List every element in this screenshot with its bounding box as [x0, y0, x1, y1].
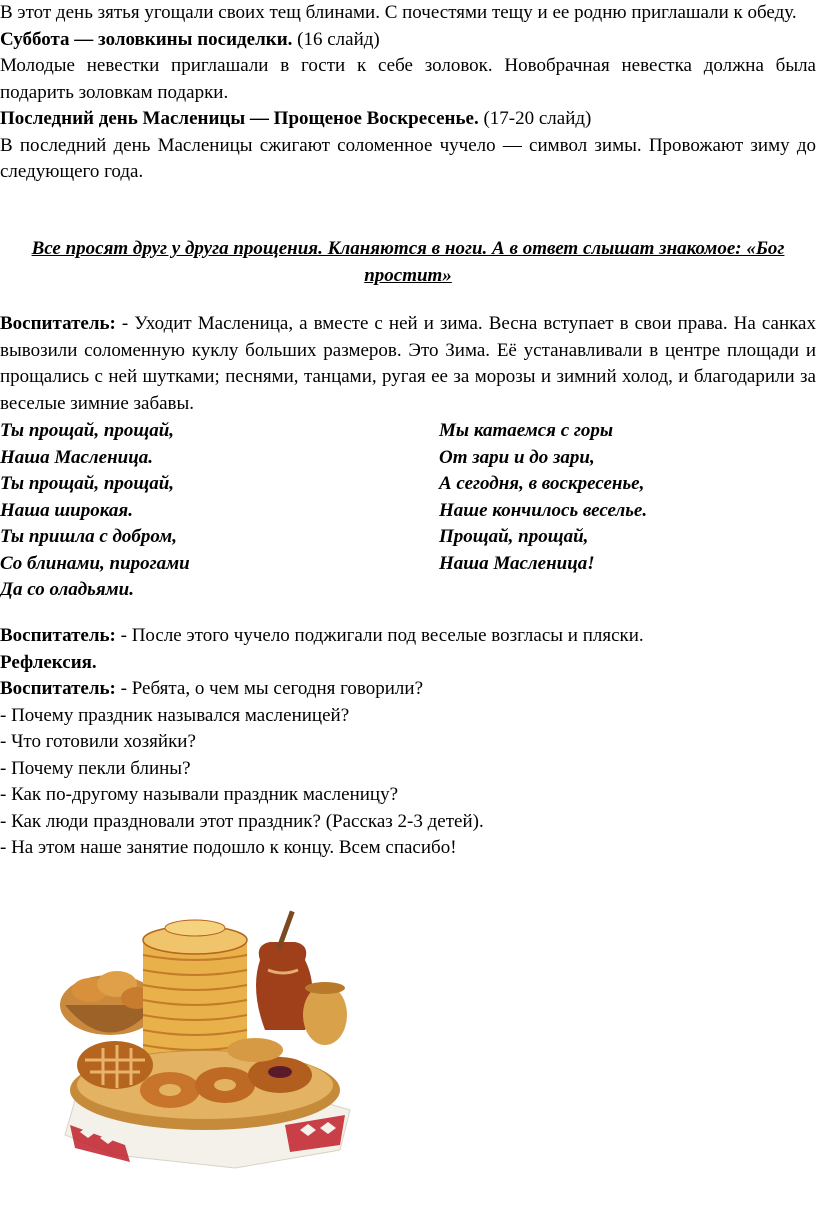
bread-plate-icon: [70, 1038, 340, 1130]
poem-line: Да со оладьями.: [0, 579, 134, 600]
saturday-title: Суббота — золовкины посиделки.: [0, 28, 293, 50]
reflection-heading: Рефлексия.: [0, 651, 97, 673]
reflection-line: - Почему пекли блины?: [0, 757, 191, 779]
intro-section: [0, 0, 816, 186]
poem-line: От зари и до зари,: [439, 446, 595, 468]
poem-line: Мы катаемся с горы: [439, 420, 614, 441]
teacher-block-1: [0, 311, 816, 417]
speaker-label: Воспитатель:: [0, 678, 116, 699]
teacher-text-2: - После этого чучело поджигали под веселые возгласы и пляски.: [115, 625, 644, 646]
teacher-paragraph-1: [0, 311, 816, 417]
teacher-paragraph-2: [0, 623, 816, 650]
poem-right-column: [439, 418, 647, 577]
honey-pot-icon: [303, 982, 347, 1045]
teacher-block-2: [0, 623, 816, 862]
poem-line: Наша Масленица!: [439, 552, 595, 574]
poem-line: Ты прощай, прощай,: [0, 473, 175, 494]
intro-paragraph: В этот день зятья угощали своих тещ блинами. С почестями тещу и ее родню приглашали к обеду.: [0, 2, 797, 23]
poem-line: Наше кончилось веселье.: [439, 499, 648, 521]
poem-section: [0, 418, 816, 604]
reflection-line: - На этом наше занятие подошло к концу. Всем спасибо!: [0, 837, 457, 858]
poem-line: Ты пришла с добром,: [0, 526, 177, 547]
poem-line: Ты прощай, прощай,: [0, 420, 175, 441]
forgiveness-heading: Все просят друг у друга прощения. Кланяются в ноги. А в ответ слышат знакомое: «Бог простит»: [31, 238, 785, 286]
reflection-question: [0, 676, 816, 703]
poem-line: Наша широкая.: [0, 499, 133, 521]
speaker-label: Воспитатель:: [0, 625, 116, 646]
reflection-line: - Что готовили хозяйки?: [0, 731, 196, 752]
reflection-line: - Как по-другому называли праздник масленицу?: [0, 784, 399, 805]
poem-line: А сегодня, в воскресенье,: [439, 473, 645, 494]
poem-line: Со блинами, пирогами: [0, 552, 190, 574]
pancakes-illustration-icon: [55, 900, 355, 1175]
saturday-text: Молодые невестки приглашали в гости к себе золовок. Новобрачная невестка должна была подарить золовкам подарки.: [0, 55, 816, 103]
poem-line: Прощай, прощай,: [439, 526, 589, 547]
lastday-text: В последний день Масленицы сжигают соломенное чучело — символ зимы. Провожают зиму до следующего года.: [0, 134, 816, 182]
lastday-title: Последний день Масленицы — Прощеное Воскресенье.: [0, 108, 479, 129]
teacher-text-1: - Уходит Масленица, а вместе с ней и зима. Весна вступает в свои права. На санках вывозили соломенную куклу больших размеров. Это Зима. Её устанавливали в центре площади и прощались с ней шутками; песнями, танцами, ругая ее за морозы и зимний холод, и благодарили за веселые зимние забавы.: [0, 313, 816, 414]
speaker-label: Воспитатель:: [0, 313, 116, 334]
forgiveness-section: [0, 236, 816, 289]
reflection-line: - Почему праздник назывался масленицей?: [0, 704, 350, 726]
saturday-slide: (16 слайд): [292, 28, 380, 50]
lastday-slide: (17-20 слайд): [478, 108, 592, 129]
lastday-line: [0, 106, 816, 133]
saturday-line: [0, 27, 816, 54]
reflection-question-text: - Ребята, о чем мы сегодня говорили?: [115, 678, 424, 699]
reflection-line: - Как люди праздновали этот праздник? (Рассказ 2-3 детей).: [0, 810, 484, 832]
poem-left-column: [0, 418, 190, 604]
poem-line: Наша Масленица.: [0, 446, 154, 468]
